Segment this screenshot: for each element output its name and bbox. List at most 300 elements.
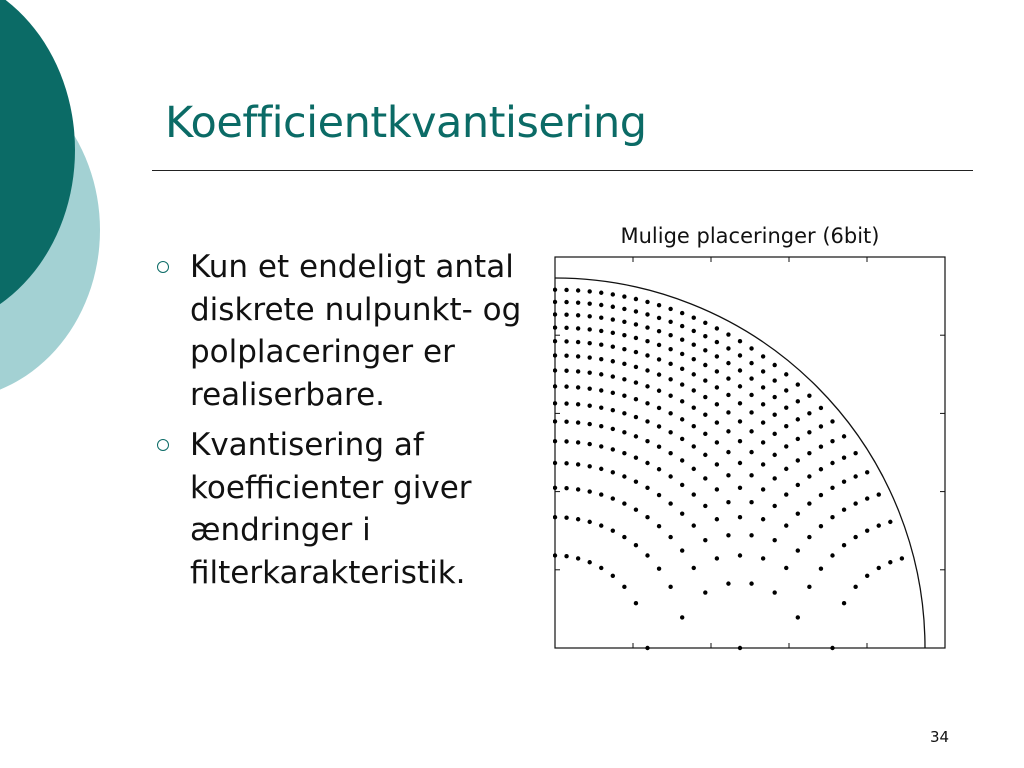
pole-point (796, 437, 800, 441)
pole-point (738, 439, 742, 443)
pole-point (738, 339, 742, 343)
pole-point (611, 470, 615, 474)
pole-point (772, 590, 776, 594)
pole-point (645, 515, 649, 519)
pole-point (634, 434, 638, 438)
pole-point (553, 288, 557, 292)
pole-point (576, 440, 580, 444)
pole-point (611, 496, 615, 500)
pole-point (692, 492, 696, 496)
pole-point (680, 511, 684, 515)
pole-point (692, 566, 696, 570)
pole-point (634, 479, 638, 483)
pole-point (587, 289, 591, 293)
pole-point (657, 316, 661, 320)
pole-point (680, 311, 684, 315)
pole-point (680, 337, 684, 341)
pole-point (668, 362, 672, 366)
pole-point (842, 508, 846, 512)
pole-point (668, 307, 672, 311)
pole-point (680, 399, 684, 403)
pole-point (738, 419, 742, 423)
pole-point (611, 574, 615, 578)
pole-point (877, 523, 881, 527)
pole-point (692, 316, 696, 320)
pole-point (703, 504, 707, 508)
pole-point (680, 417, 684, 421)
pole-point (657, 524, 661, 528)
pole-point (738, 515, 742, 519)
pole-point (830, 486, 834, 490)
pole-point (668, 501, 672, 505)
pole-point (830, 439, 834, 443)
pole-point (599, 424, 603, 428)
pole-point (749, 500, 753, 504)
pole-point (668, 377, 672, 381)
pole-point (807, 411, 811, 415)
pole-point (853, 451, 857, 455)
pole-point (830, 461, 834, 465)
pole-point (599, 566, 603, 570)
pole-point (796, 458, 800, 462)
pole-point (564, 439, 568, 443)
pole-point (657, 372, 661, 376)
pole-point (587, 327, 591, 331)
pole-point (772, 395, 776, 399)
pole-point (807, 394, 811, 398)
figure-caption: Mulige placeringer (6bit) (620, 224, 880, 248)
pole-point (587, 560, 591, 564)
pole-point (738, 368, 742, 372)
pole-point (622, 377, 626, 381)
pole-point (576, 487, 580, 491)
pole-point (692, 424, 696, 428)
pole-point (553, 384, 557, 388)
pole-point (853, 474, 857, 478)
pole-point (772, 413, 776, 417)
pole-point (587, 341, 591, 345)
pole-point (853, 535, 857, 539)
pole-point (587, 355, 591, 359)
pole-point (599, 444, 603, 448)
pole-point (645, 368, 649, 372)
pole-point (819, 445, 823, 449)
pole-point (599, 405, 603, 409)
pole-point (703, 476, 707, 480)
pole-point (703, 413, 707, 417)
pole-point (784, 467, 788, 471)
pole-point (807, 585, 811, 589)
pole-point (784, 388, 788, 392)
pole-point (645, 553, 649, 557)
pole-point (796, 483, 800, 487)
pole-point (819, 424, 823, 428)
pole-point (634, 508, 638, 512)
pole-point (553, 312, 557, 316)
pole-point (749, 533, 753, 537)
pole-point (564, 326, 568, 330)
pole-point (830, 646, 834, 650)
pole-point (715, 487, 719, 491)
bullet-circle-icon (157, 261, 169, 273)
pole-point (657, 493, 661, 497)
pole-point (553, 368, 557, 372)
pole-point (749, 581, 753, 585)
title-divider (152, 170, 973, 171)
pole-point (645, 339, 649, 343)
pole-point (576, 462, 580, 466)
pole-point (599, 357, 603, 361)
pole-point (715, 402, 719, 406)
pole-point (564, 312, 568, 316)
pole-point (645, 300, 649, 304)
pole-point (553, 515, 557, 519)
pole-point (622, 394, 626, 398)
pole-point (553, 419, 557, 423)
pole-point (703, 453, 707, 457)
pole-point (680, 458, 684, 462)
pole-point (668, 535, 672, 539)
pole-point (796, 399, 800, 403)
pole-point (599, 343, 603, 347)
pole-point (807, 451, 811, 455)
pole-point (564, 354, 568, 358)
pole-point (587, 422, 591, 426)
pole-point (692, 405, 696, 409)
pole-point (819, 493, 823, 497)
pole-point (668, 411, 672, 415)
pole-point (726, 429, 730, 433)
pole-point (576, 313, 580, 317)
bullet-circle-icon (157, 439, 169, 451)
pole-point (657, 467, 661, 471)
pole-point (564, 461, 568, 465)
pole-point (830, 419, 834, 423)
pole-point (853, 585, 857, 589)
pole-point (587, 442, 591, 446)
pole-point (634, 543, 638, 547)
pole-point (622, 362, 626, 366)
pole-point (587, 464, 591, 468)
pole-point (749, 429, 753, 433)
pole-point (715, 385, 719, 389)
pole-point (634, 297, 638, 301)
pole-point (668, 347, 672, 351)
pole-point (576, 288, 580, 292)
pole-point (888, 520, 892, 524)
pole-point (715, 420, 719, 424)
pole-point (645, 312, 649, 316)
pole-point (564, 300, 568, 304)
pole-point (703, 334, 707, 338)
pole-point (611, 317, 615, 321)
pole-point (796, 615, 800, 619)
pole-point (564, 288, 568, 292)
pole-point (611, 374, 615, 378)
pole-point (772, 378, 776, 382)
pole-point (657, 567, 661, 571)
pole-point (842, 601, 846, 605)
pole-point (796, 382, 800, 386)
pole-point (611, 447, 615, 451)
pole-point (761, 385, 765, 389)
pole-point (668, 474, 672, 478)
pole-point (703, 348, 707, 352)
pole-point (680, 548, 684, 552)
pole-point (715, 517, 719, 521)
pole-point (819, 467, 823, 471)
pole-point (726, 581, 730, 585)
pole-point (599, 303, 603, 307)
pole-point (703, 395, 707, 399)
pole-point (553, 553, 557, 557)
pole-point (587, 301, 591, 305)
pole-point (865, 470, 869, 474)
pole-point (738, 486, 742, 490)
pole-point (692, 372, 696, 376)
pole-point (657, 343, 661, 347)
pole-point (657, 357, 661, 361)
pole-point (692, 343, 696, 347)
pole-point (877, 492, 881, 496)
pole-point (888, 560, 892, 564)
pole-point (645, 646, 649, 650)
pole-point (668, 320, 672, 324)
pole-point (749, 346, 753, 350)
pole-point (761, 420, 765, 424)
pole-point (738, 401, 742, 405)
pole-point (819, 524, 823, 528)
pole-point (622, 474, 626, 478)
pole-point (611, 305, 615, 309)
pole-point (784, 372, 788, 376)
pole-point (576, 369, 580, 373)
pole-point (622, 535, 626, 539)
pole-point (807, 535, 811, 539)
pole-point (553, 461, 557, 465)
pole-point (680, 382, 684, 386)
pole-point (576, 354, 580, 358)
pole-point (761, 517, 765, 521)
pole-point (576, 300, 580, 304)
pole-point (645, 439, 649, 443)
pole-point (842, 455, 846, 459)
pole-point (599, 467, 603, 471)
pole-point (703, 432, 707, 436)
pole-point (761, 402, 765, 406)
pole-point (622, 333, 626, 337)
pole-point (587, 386, 591, 390)
pole-point (553, 325, 557, 329)
pole-point (692, 444, 696, 448)
pole-point (564, 516, 568, 520)
pole-point (796, 548, 800, 552)
pole-point (761, 556, 765, 560)
pole-point (611, 345, 615, 349)
pole-point (749, 450, 753, 454)
pole-point (634, 350, 638, 354)
pole-point (738, 646, 742, 650)
pole-point (772, 453, 776, 457)
bullet-item (150, 424, 530, 594)
pole-point (784, 492, 788, 496)
pole-point (634, 601, 638, 605)
pole-point (796, 511, 800, 515)
pole-point (645, 486, 649, 490)
pole-point (622, 501, 626, 505)
pole-point (599, 329, 603, 333)
pole-point (726, 393, 730, 397)
pole-point (680, 437, 684, 441)
pole-point (634, 336, 638, 340)
pole-point (715, 340, 719, 344)
pole-point (738, 353, 742, 357)
pole-point (668, 333, 672, 337)
pole-point (819, 567, 823, 571)
pole-point (599, 492, 603, 496)
pole-point (587, 520, 591, 524)
pole-point (576, 420, 580, 424)
pole-point (807, 430, 811, 434)
pole-point (772, 432, 776, 436)
pole-point (726, 450, 730, 454)
pole-point (576, 340, 580, 344)
pole-point (657, 445, 661, 449)
pole-point (703, 538, 707, 542)
pole-point (553, 401, 557, 405)
pole-point (611, 528, 615, 532)
pole-point (726, 473, 730, 477)
pole-point (830, 515, 834, 519)
pole-point (761, 462, 765, 466)
pole-point (634, 365, 638, 369)
pole-point (657, 389, 661, 393)
pole-point (576, 402, 580, 406)
pole-zero-placement-plot (553, 255, 948, 652)
pole-point (668, 585, 672, 589)
pole-point (553, 339, 557, 343)
pole-point (692, 357, 696, 361)
pole-point (576, 517, 580, 521)
bullet-item (150, 246, 530, 416)
pole-point (611, 359, 615, 363)
pole-point (842, 479, 846, 483)
pole-point (668, 394, 672, 398)
pole-point (622, 451, 626, 455)
pole-point (611, 408, 615, 412)
pole-point (842, 543, 846, 547)
pole-point (772, 538, 776, 542)
pole-point (692, 329, 696, 333)
pole-point (668, 430, 672, 434)
pole-point (726, 361, 730, 365)
pole-point (599, 291, 603, 295)
pole-point (564, 339, 568, 343)
pole-point (680, 483, 684, 487)
pole-point (599, 388, 603, 392)
pole-point (726, 346, 730, 350)
pole-point (865, 574, 869, 578)
pole-point (553, 300, 557, 304)
pole-point (622, 411, 626, 415)
slide-title: Koefficientkvantisering (165, 98, 647, 148)
pole-point (645, 384, 649, 388)
pole-point (807, 501, 811, 505)
pole-point (622, 347, 626, 351)
pole-point (715, 326, 719, 330)
pole-point (715, 354, 719, 358)
pole-point (865, 528, 869, 532)
pole-point (749, 376, 753, 380)
pole-point (564, 384, 568, 388)
pole-point (772, 504, 776, 508)
pole-point (657, 303, 661, 307)
pole-point (611, 331, 615, 335)
pole-point (587, 370, 591, 374)
pole-point (761, 487, 765, 491)
pole-point (622, 585, 626, 589)
pole-point (796, 417, 800, 421)
pole-point (726, 332, 730, 336)
page-number: 34 (930, 728, 950, 746)
pole-point (587, 314, 591, 318)
pole-point (645, 461, 649, 465)
pole-point (715, 556, 719, 560)
pole-point (599, 372, 603, 376)
pole-point (715, 369, 719, 373)
pole-point (692, 388, 696, 392)
pole-point (715, 462, 719, 466)
pole-point (564, 369, 568, 373)
pole-point (784, 523, 788, 527)
pole-point (738, 553, 742, 557)
pole-point (761, 369, 765, 373)
pole-point (726, 376, 730, 380)
pole-point (553, 353, 557, 357)
pole-point (634, 415, 638, 419)
pole-point (784, 405, 788, 409)
pole-point (761, 440, 765, 444)
pole-point (622, 294, 626, 298)
pole-point (657, 424, 661, 428)
pole-point (877, 566, 881, 570)
pole-point (842, 434, 846, 438)
pole-point (680, 367, 684, 371)
pole-point (599, 523, 603, 527)
pole-point (853, 501, 857, 505)
pole-point (749, 410, 753, 414)
pole-point (645, 325, 649, 329)
pole-point (749, 361, 753, 365)
pole-point (553, 439, 557, 443)
pole-point (784, 424, 788, 428)
pole-point (587, 404, 591, 408)
pole-point (564, 401, 568, 405)
pole-point (830, 553, 834, 557)
pole-point (703, 321, 707, 325)
pole-point (611, 427, 615, 431)
pole-point (645, 401, 649, 405)
pole-point (587, 489, 591, 493)
pole-point (576, 326, 580, 330)
bullet-text: Kun et endeligt antal diskrete nulpunkt- og polplaceringer er realiserbare. (190, 249, 522, 413)
pole-point (576, 556, 580, 560)
pole-point (726, 410, 730, 414)
pole-point (622, 430, 626, 434)
pole-point (611, 292, 615, 296)
pole-point (622, 307, 626, 311)
pole-point (738, 384, 742, 388)
